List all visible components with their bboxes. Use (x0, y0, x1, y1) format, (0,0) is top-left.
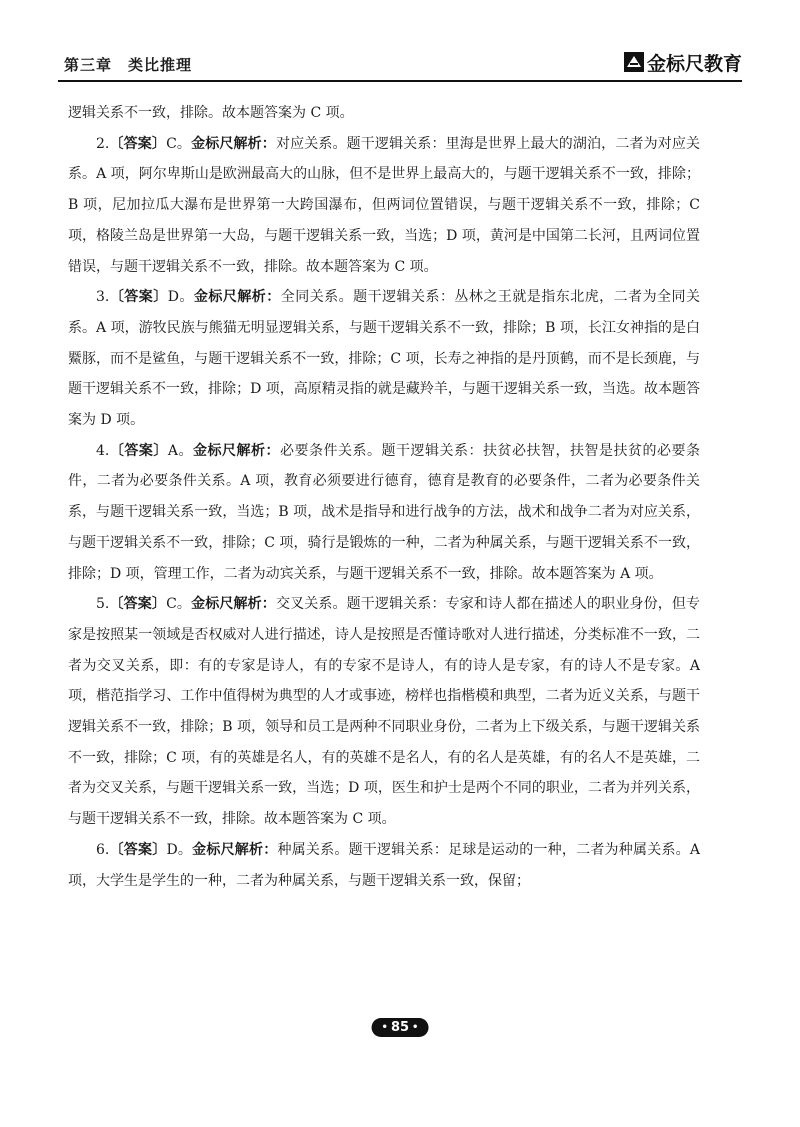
chapter-title: 第三章 类比推理 (64, 56, 193, 74)
dot-icon: • (412, 1022, 419, 1033)
dot-icon: • (381, 1022, 388, 1033)
paragraph-text: 种属关系。题干逻辑关系：足球是运动的一种，二者为种属关系。A 项，大学生是学生的一种，二者为种属关系，与题干逻辑关系一致，保留； (68, 841, 700, 889)
page-header (58, 48, 742, 82)
paragraph-text: 对应关系。题干逻辑关系：里海是世界上最大的湖泊，二者为对应关系。A 项，阿尔卑斯山是欧洲最高大的山脉，但不是世界上最高大的，与题干逻辑关系不一致，排除；B 项，尼加拉瓜大瀑布是世界第一大跨国瀑布，但两词位置错误，与题干逻辑关系不一致，排除；C 项，格陵兰岛是世界第一大岛，与题干逻辑关系一致，当选；D 项，黄河是中国第二长河，且两词位置错误，与题干逻辑关系不一致，排除。故本题答案为 C 项。 (68, 135, 701, 275)
answer-letter: D。 (167, 289, 194, 306)
answer-letter: D。 (166, 841, 193, 858)
analysis-tag: 金标尺解析： (191, 135, 276, 152)
answer-paragraph-4 (68, 436, 700, 590)
answer-letter: C。 (166, 135, 192, 152)
paragraph-continuation (68, 98, 700, 129)
logo-text: 金标尺教育 (646, 52, 742, 75)
answer-paragraph-2 (68, 129, 700, 283)
analysis-tag: 金标尺解析： (193, 289, 281, 306)
header-divider (58, 80, 742, 82)
analysis-tag: 金标尺解析： (193, 442, 281, 459)
answer-paragraph-3 (68, 282, 700, 436)
logo-mark-icon (624, 52, 644, 72)
answer-tag: 〔答案〕 (109, 289, 168, 306)
page-content (68, 98, 700, 896)
paragraph-text: 交叉关系。题干逻辑关系：专家和诗人都在描述人的职业身份，但专家是按照某一领域是否权威对人进行描述，诗人是按照是否懂诗歌对人进行描述，分类标准不一致，二者为交叉关系，即：有的专家是诗人，有的专家不是诗人，有的诗人是专家，有的诗人不是专家。A 项，楷范指学习、工作中值得树为典型的人才或事迹，榜样也指楷模和典型，二者为近义关系，与题干逻辑关系不一致，排除；B 项，领导和员工是两种不同职业身份，二者为上下级关系，与题干逻辑关系不一致，排除；C 项，有的英雄是名人，有的英雄不是名人，有的名人是英雄，有的名人不是英雄，二者为交叉关系，与题干逻辑关系一致，当选；D 项，医生和护士是两个不同的职业，二者为并列关系，与题干逻辑关系不一致，排除。故本题答案为 C 项。 (68, 596, 701, 828)
paragraph-text: 逻辑关系不一致，排除。故本题答案为 C 项。 (68, 105, 354, 121)
question-number: 4. (96, 442, 110, 459)
answer-tag: 〔答案〕 (109, 596, 167, 613)
page-number-badge (372, 1018, 429, 1037)
answer-paragraph-5 (68, 589, 700, 835)
answer-tag: 〔答案〕 (109, 135, 167, 152)
answer-tag: 〔答案〕 (109, 841, 167, 858)
answer-paragraph-6 (68, 835, 700, 896)
analysis-tag: 金标尺解析： (192, 841, 278, 858)
question-number: 2. (96, 135, 110, 152)
paragraph-text: 必要条件关系。题干逻辑关系：扶贫必扶智，扶智是扶贫的必要条件，二者为必要条件关系。A 项，教育必须要进行德育，德育是教育的必要条件，二者为必要条件关系，与题干逻辑关系一致，当选；B 项，战术是指导和进行战争的方法，战术和战争二者为对应关系，与题干逻辑关系不一致，排除；C 项，骑行是锻炼的一种，二者为种属关系，与题干逻辑关系不一致，排除；D 项，管理工作，二者为动宾关系，与题干逻辑关系不一致，排除。故本题答案为 A 项。 (68, 442, 701, 582)
question-number: 5. (96, 596, 110, 613)
question-number: 6. (96, 841, 110, 858)
question-number: 3. (96, 289, 110, 306)
brand-logo (624, 50, 742, 74)
answer-letter: C。 (166, 596, 192, 613)
answer-letter: A。 (167, 442, 193, 459)
answer-tag: 〔答案〕 (109, 442, 168, 459)
analysis-tag: 金标尺解析： (191, 596, 276, 613)
page-number: 85 (390, 1020, 410, 1035)
paragraph-text: 全同关系。题干逻辑关系：丛林之王就是指东北虎，二者为全同关系。A 项，游牧民族与熊猫无明显逻辑关系，与题干逻辑关系不一致，排除；B 项，长江女神指的是白鱀豚，而不是鲨鱼，与题干逻辑关系不一致，排除；C 项，长寿之神指的是丹顶鹤，而不是长颈鹿，与题干逻辑关系不一致，排除；D 项，高原精灵指的就是藏羚羊，与题干逻辑关系一致，当选。故本题答案为 D 项。 (68, 289, 701, 429)
